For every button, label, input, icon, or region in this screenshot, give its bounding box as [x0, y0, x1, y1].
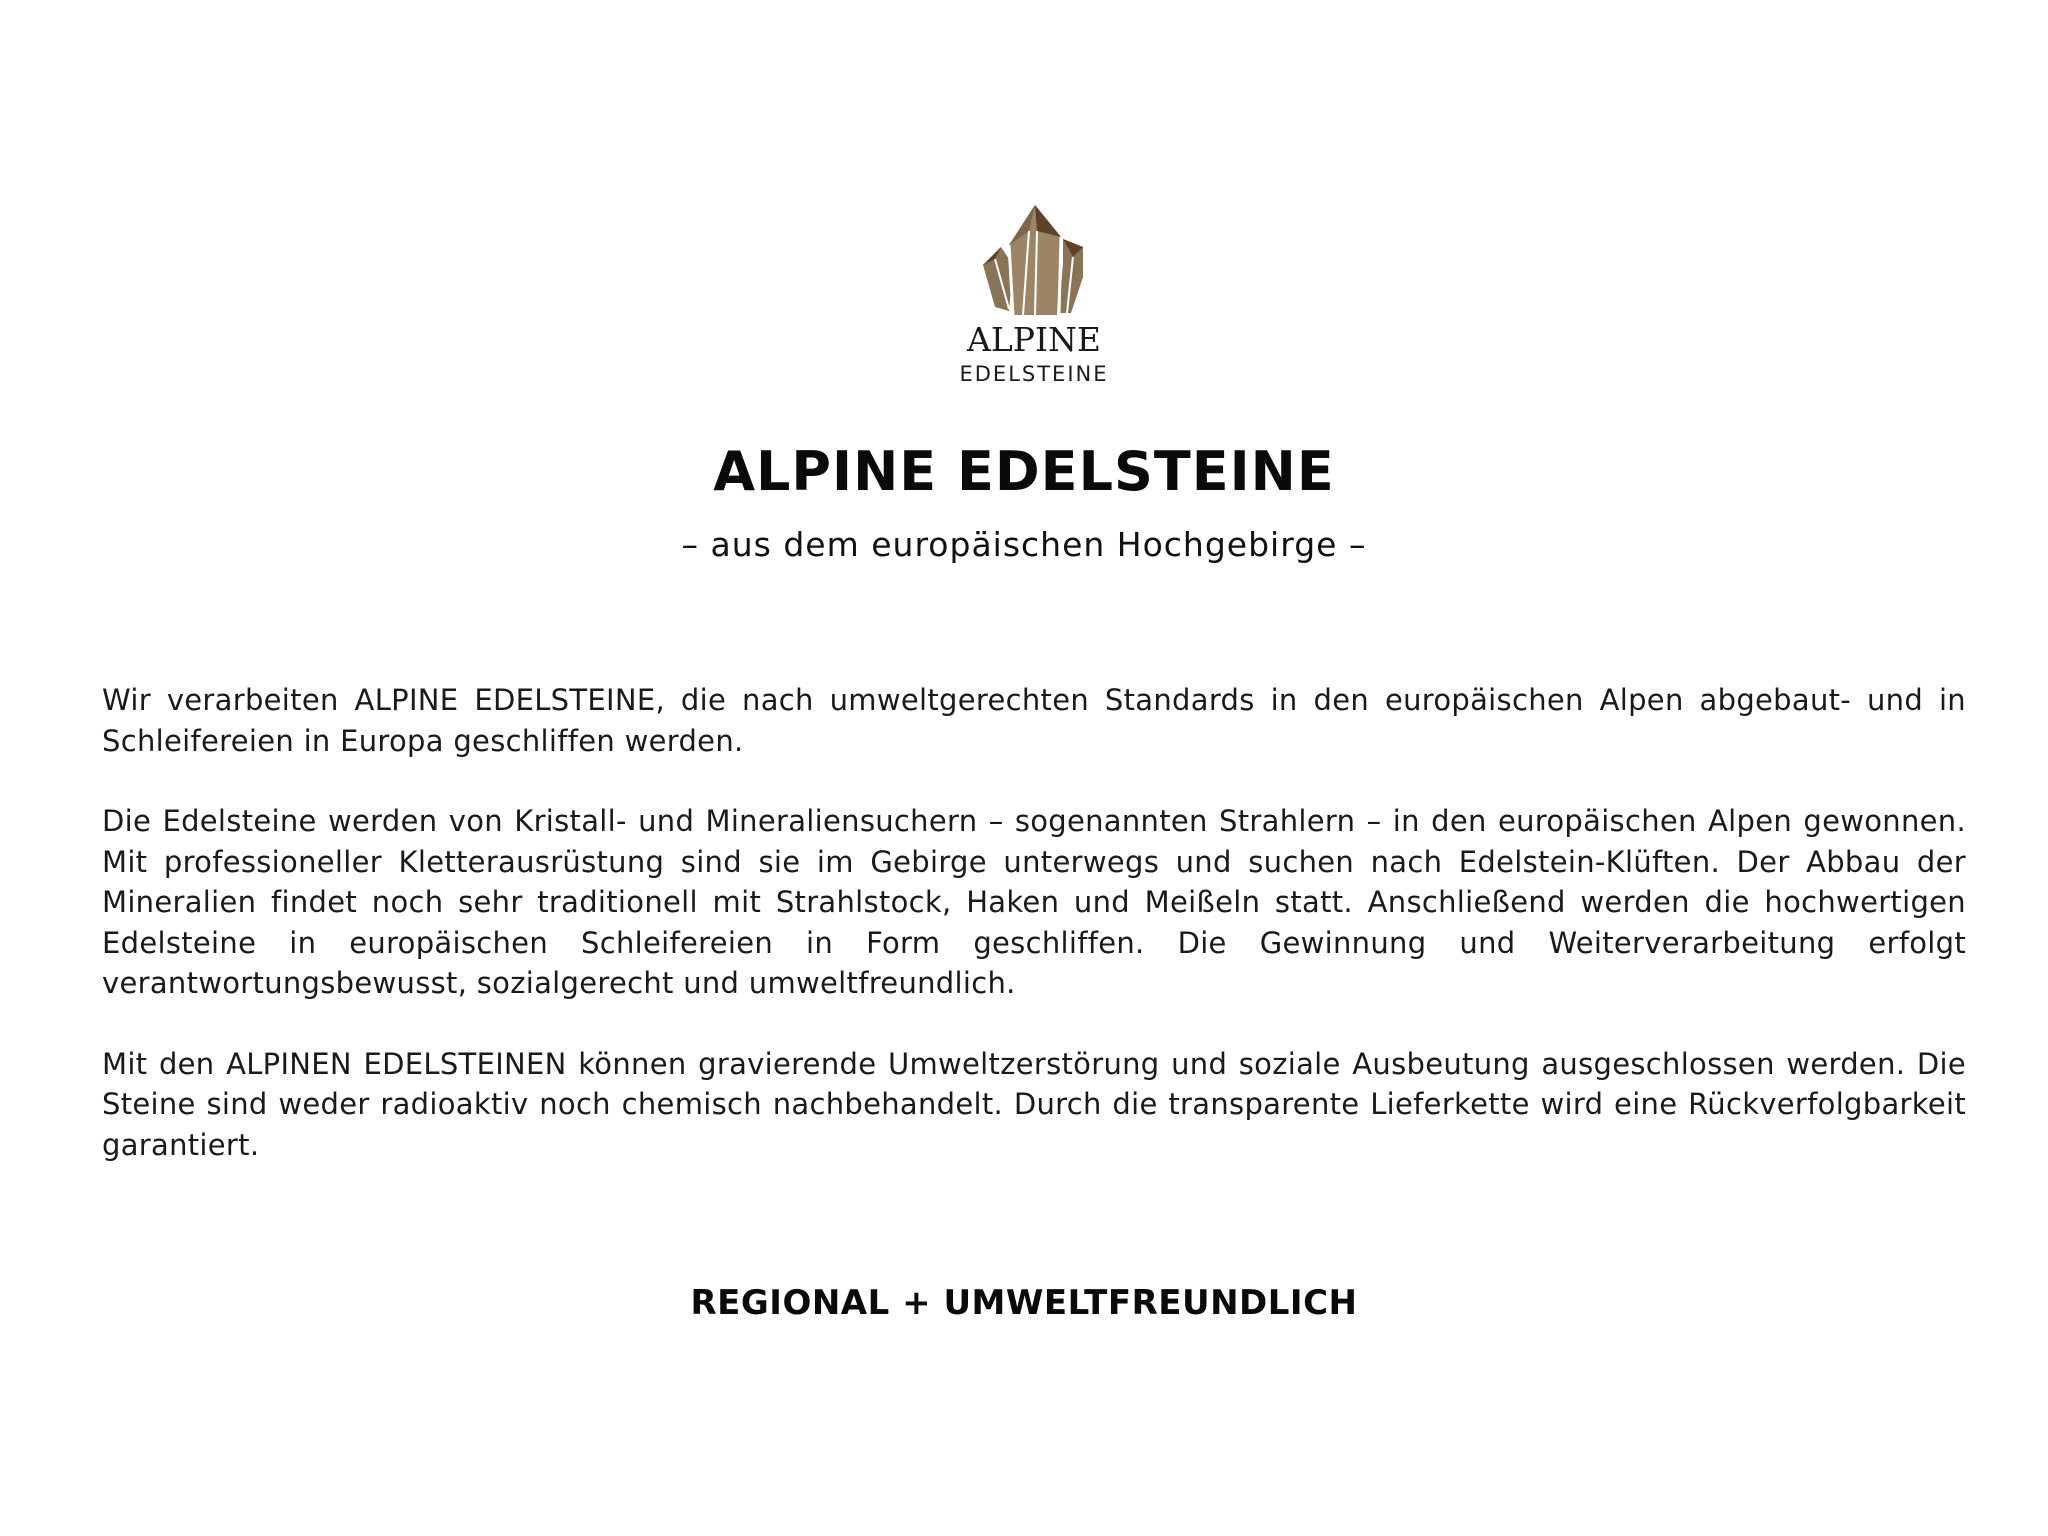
paragraph-sustainability: Mit den ALPINEN EDELSTEINEN können gravierende Umweltzerstörung und soziale Ausbeutung ausgeschlossen werden. Die Steine sind weder radioaktiv noch chemisch nachbehandelt. Durch die transparente Lieferkette wird eine Rückverfolgbarkeit garantiert.: [102, 1046, 1966, 1162]
logo-wordmark: ALPINE: [967, 320, 1101, 359]
page-subtitle: – aus dem europäischen Hochgebirge –: [681, 525, 1367, 564]
paragraph-extraction: Die Edelsteine werden von Kristall- und Mineraliensuchern – sogenannten Strahlern – in den europäischen Alpen gewonnen. Mit professioneller Kletterausrüstung sind sie im Gebirge unterwegs und suchen nach Edelstein-Klüften. Der Abbau der Mineralien findet noch sehr traditionell mit Strahlstock, Haken und Meißeln statt. Anschließend werden die hochwertigen Edelsteine in europäischen Schleifereien in Form geschliffen. Die Gewinnung und Weiterverarbeitung erfolgt verantwortungsbewusst, sozialgerecht und umweltfreundlich.: [102, 804, 1966, 1000]
paragraph-intro: Wir verarbeiten ALPINE EDELSTEINE, die nach umweltgerechten Standards in den europäischen Alpen abgebaut- und in Schleifereien in Europa geschliffen werden.: [102, 683, 1966, 758]
tagline: REGIONAL + UMWELTFREUNDLICH: [690, 1283, 1358, 1323]
brand-logo: [950, 205, 1118, 385]
page-title: ALPINE EDELSTEINE: [713, 440, 1335, 503]
logo-subtitle: EDELSTEINE: [959, 362, 1109, 386]
body-text: [102, 680, 1966, 1205]
crystal-cluster-icon: [979, 205, 1089, 317]
